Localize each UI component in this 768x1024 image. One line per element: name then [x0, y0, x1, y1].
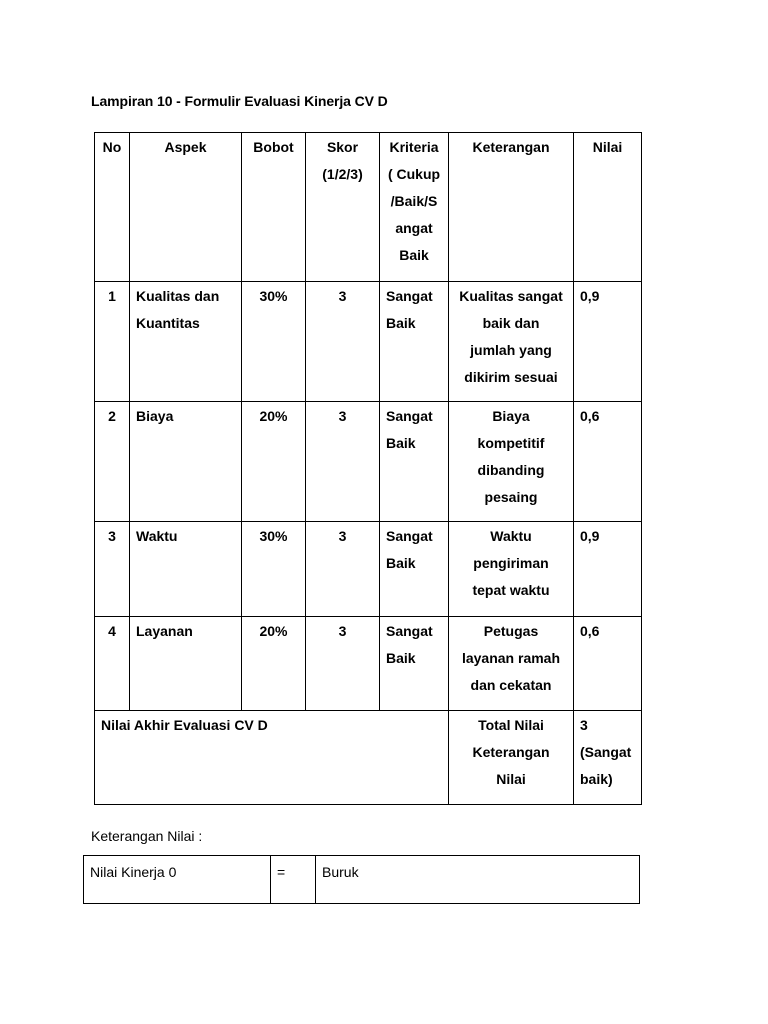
table-footer-row	[95, 711, 642, 805]
row-nilai: 0,6	[574, 402, 642, 522]
total-score-value: 3 (Sangat baik)	[574, 711, 642, 805]
row-kriteria: Sangat Baik	[380, 522, 449, 617]
row-no: 2	[95, 402, 130, 522]
row-kriteria: Sangat Baik	[380, 282, 449, 402]
final-score-label: Nilai Akhir Evaluasi CV D	[95, 711, 449, 805]
row-keterangan: Petugas layanan ramah dan cekatan	[449, 617, 574, 711]
table-row	[95, 522, 642, 617]
legend-value: Nilai Kinerja 0	[84, 856, 271, 904]
row-aspek: Layanan	[130, 617, 242, 711]
row-bobot: 20%	[242, 402, 306, 522]
row-nilai: 0,6	[574, 617, 642, 711]
row-aspek: Biaya	[130, 402, 242, 522]
header-kriteria: Kriteria ( Cukup /Baik/S angat Baik	[380, 133, 449, 282]
row-skor: 3	[306, 522, 380, 617]
row-bobot: 30%	[242, 522, 306, 617]
legend-equals: =	[271, 856, 316, 904]
header-no: No	[95, 133, 130, 282]
row-kriteria: Sangat Baik	[380, 402, 449, 522]
table-row	[95, 282, 642, 402]
table-row	[95, 402, 642, 522]
row-no: 3	[95, 522, 130, 617]
row-skor: 3	[306, 282, 380, 402]
legend-table	[83, 855, 640, 904]
header-nilai: Nilai	[574, 133, 642, 282]
row-bobot: 30%	[242, 282, 306, 402]
row-skor: 3	[306, 402, 380, 522]
legend-row	[84, 856, 640, 904]
row-no: 4	[95, 617, 130, 711]
total-score-label: Total Nilai Keterangan Nilai	[449, 711, 574, 805]
header-skor: Skor (1/2/3)	[306, 133, 380, 282]
row-no: 1	[95, 282, 130, 402]
header-bobot: Bobot	[242, 133, 306, 282]
row-aspek: Kualitas dan Kuantitas	[130, 282, 242, 402]
evaluation-table	[94, 132, 642, 805]
row-aspek: Waktu	[130, 522, 242, 617]
header-aspek: Aspek	[130, 133, 242, 282]
row-skor: 3	[306, 617, 380, 711]
row-keterangan: Waktu pengiriman tepat waktu	[449, 522, 574, 617]
row-nilai: 0,9	[574, 282, 642, 402]
row-kriteria: Sangat Baik	[380, 617, 449, 711]
table-header-row	[95, 133, 642, 282]
row-keterangan: Kualitas sangat baik dan jumlah yang dikirim sesuai	[449, 282, 574, 402]
legend-description: Buruk	[316, 856, 640, 904]
row-nilai: 0,9	[574, 522, 642, 617]
header-keterangan: Keterangan	[449, 133, 574, 282]
table-row	[95, 617, 642, 711]
document-title: Lampiran 10 - Formulir Evaluasi Kinerja CV D	[91, 93, 388, 109]
row-bobot: 20%	[242, 617, 306, 711]
legend-heading: Keterangan Nilai :	[91, 828, 203, 844]
row-keterangan: Biaya kompetitif dibanding pesaing	[449, 402, 574, 522]
